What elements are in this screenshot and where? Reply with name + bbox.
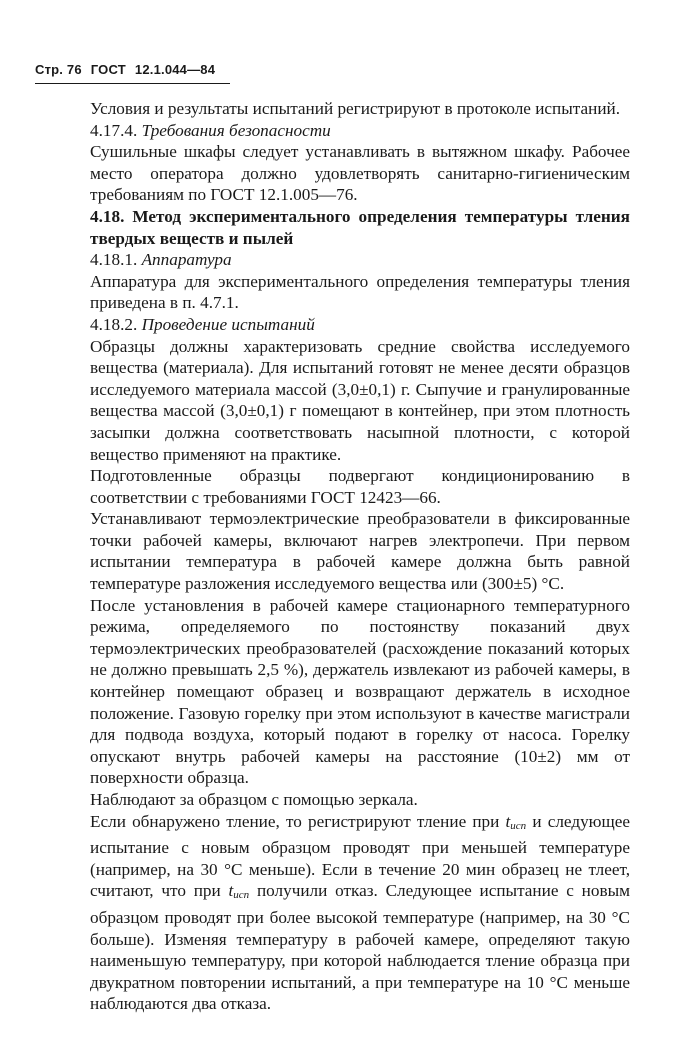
text-run: и следующее испытание с новым образцом проводят при меньшей температуре (например, на 30 °С меньше). Если в течение 20 мин образец не тлеет, считают, что при [90,811,630,901]
paragraph-conditioning: Подготовленные образцы подвергают кондиционированию в соответствии с требованиями ГОСТ 12423—66. [90,466,630,507]
temperature-subscript: исп [233,889,250,902]
section-4-18-1-heading [90,249,630,271]
section-4-17-4-heading [90,120,630,142]
temperature-subscript: исп [510,819,527,832]
paragraph-mirror: Наблюдают за образцом с помощью зеркала. [90,790,418,809]
section-4-18-2-heading [90,314,630,336]
text-run: получили отказ. Следующее испытание с новым образцом проводят при более высокой температуре (например, на 30 °С больше). Изменяя температуру в рабочей камере, определяют такую наименьшую температуру, при которой наблюдается тление образца при двукратном повторении испытаний, а при температуре на 10 °С меньше наблюдаются два отказа. [90,881,630,1014]
document-body [90,98,630,1015]
text-run: Если обнаружено тление, то регистрируют тление при [90,811,506,831]
standard-label: ГОСТ [90,62,126,77]
page-header [35,62,230,84]
section-4-18-heading: 4.18. Метод экспериментального определения температуры тления твердых веществ и пылей [90,206,630,248]
paragraph-procedure: После установления в рабочей камере стационарного температурного режима, определяемого по постоянству показаний двух термоэлектрических преобразователей (расхождение показаний которых не должно превышать 2,5 %), держатель извлекают из рабочей камеры, в контейнер помещают образец и возвращают держатель в исходное положение. Газовую горелку при этом используют в качестве магистрали для подвода воздуха, который подают в горелку от насоса. Горелку опускают внутрь рабочей камеры на расстояние (10±2) мм от поверхности образца. [90,595,630,788]
standard-number: 12.1.044—84 [134,62,216,77]
section-number: 4.18.1. [90,250,138,270]
section-title: Проведение испытаний [141,314,315,334]
paragraph-samples: Образцы должны характеризовать средние свойства исследуемого вещества (материала). Для испытаний готовят не менее десяти образцов исследуемого материала массой (3,0±0,1) г. Сыпучие и гранулированные вещества массой (3,0±0,1) г помещают в контейнер, при этом плотность засыпки должна соответствовать насыпной плотности, с которой вещество применяют на практике. [90,336,630,464]
temperature-symbol: t [228,881,234,901]
temperature-symbol: t [505,811,511,831]
paragraph-smoldering [90,811,630,1015]
section-title: Аппаратура [141,250,232,270]
paragraph-thermocouples: Устанавливают термоэлектрические преобразователи в фиксированные точки рабочей камеры, включают нагрев электропечи. При первом испытании температура в рабочей камере должна быть равной температуре разложения исследуемого вещества или (300±5) °С. [90,509,630,594]
section-number: 4.17.4. [90,120,138,140]
paragraph-apparatus: Аппаратура для экспериментального определения температуры тления приведена в п. 4.7.1. [90,271,630,313]
paragraph-test-results: Условия и результаты испытаний регистрируют в протоколе испытаний. [90,99,621,118]
paragraph-safety: Сушильные шкафы следует устанавливать в вытяжном шкафу. Рабочее место оператора должно удовлетворять санитарно-гигиеническим требованиям по ГОСТ 12.1.005—76. [90,142,630,205]
page-number: Стр. 76 [35,62,82,77]
section-number: 4.18.2. [90,314,138,334]
section-title: Требования безопасности [141,120,331,140]
document-page [35,62,630,1015]
